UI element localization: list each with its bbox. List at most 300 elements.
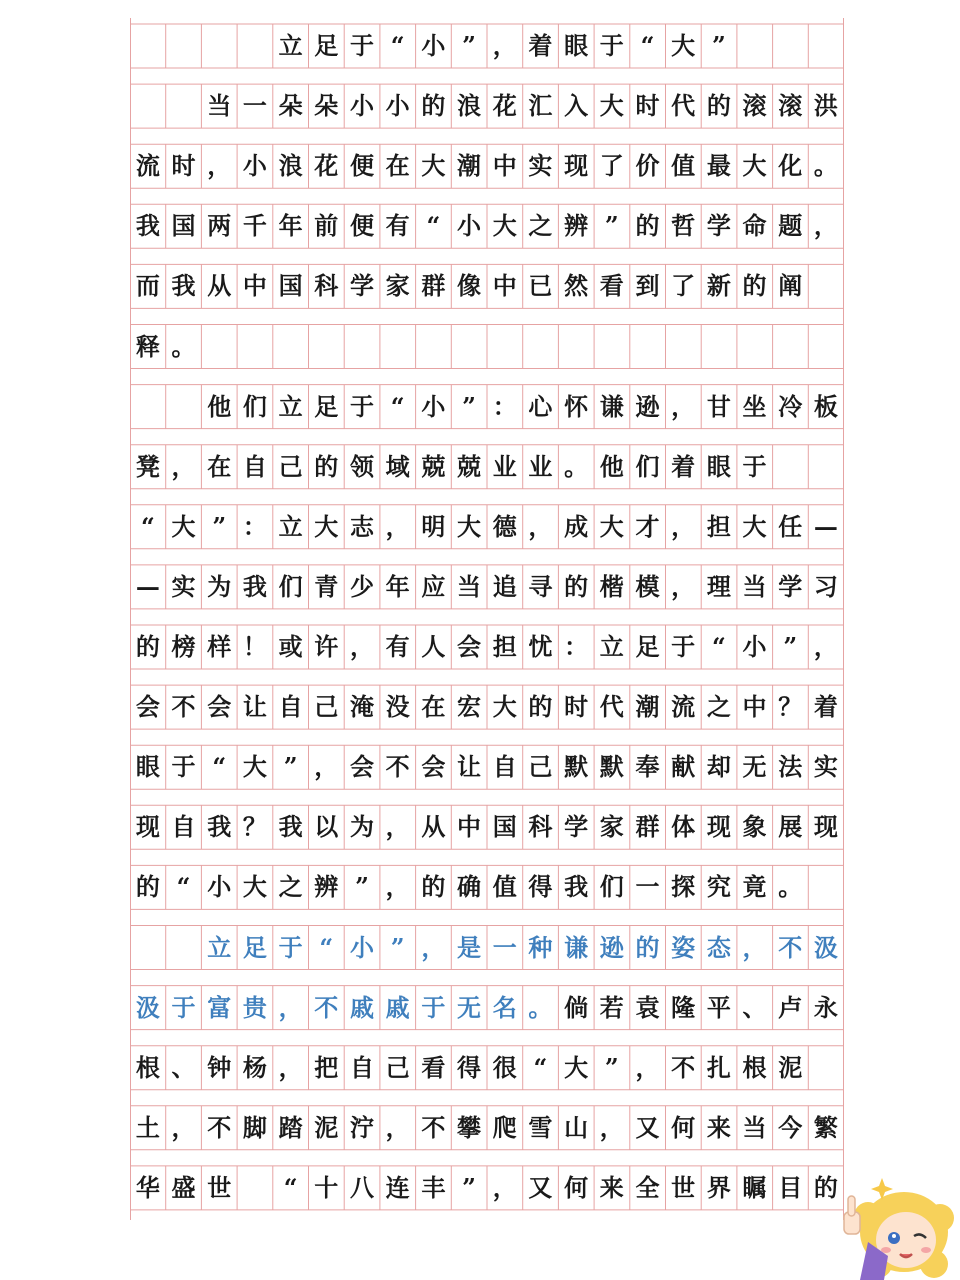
grid-char: 辨	[314, 872, 339, 902]
grid-char: 大	[242, 872, 267, 902]
grid-char: 己	[278, 451, 303, 481]
grid-char: 于	[349, 391, 374, 421]
grid-char: 了	[671, 271, 696, 301]
essay-line	[130, 986, 844, 1030]
grid-char: 业	[492, 451, 517, 481]
grid-char: 辨	[564, 211, 589, 241]
grid-char: 年	[278, 211, 303, 241]
grid-char: 戚	[349, 992, 374, 1022]
essay-line	[130, 204, 844, 248]
grid-char: “	[140, 511, 155, 541]
grid-char: ，	[385, 812, 410, 842]
grid-char: 不	[421, 1112, 446, 1142]
grid-char: 一	[635, 872, 660, 902]
grid-char: 。	[778, 872, 803, 902]
grid-char: 着	[813, 692, 838, 722]
grid-char: 小	[349, 91, 374, 121]
grid-char: 我	[171, 271, 196, 301]
grid-char: ，	[421, 932, 446, 962]
grid-char: 谦	[599, 391, 624, 421]
grid-char: 确	[457, 872, 482, 902]
grid-char: 竟	[742, 872, 767, 902]
grid-char: 的	[635, 211, 660, 241]
grid-char: 何	[564, 1172, 589, 1202]
grid-char: 兢	[457, 451, 482, 481]
grid-char: “	[319, 932, 334, 962]
grid-char: 学	[706, 211, 731, 241]
grid-char: 到	[635, 271, 660, 301]
grid-char: 青	[314, 571, 339, 601]
grid-char: 值	[671, 151, 696, 181]
grid-char: 释	[135, 331, 160, 361]
grid-char: 若	[599, 992, 624, 1022]
grid-char: 入	[564, 91, 589, 121]
grid-char: 一	[242, 91, 267, 121]
grid-char: “	[390, 391, 405, 421]
grid-char: ，	[742, 932, 767, 962]
grid-char: 泥	[314, 1112, 339, 1142]
grid-char: ？	[242, 812, 267, 842]
grid-char: 会	[349, 752, 374, 782]
grid-char: 世	[671, 1172, 696, 1202]
grid-char: 体	[671, 812, 696, 842]
grid-char: 志	[349, 511, 374, 541]
grid-char: 足	[242, 932, 267, 962]
grid-char: 家	[385, 271, 410, 301]
grid-char: 成	[564, 511, 589, 541]
grid-char: 自	[278, 692, 303, 722]
grid-char: “	[212, 752, 227, 782]
grid-char: 目	[778, 1172, 803, 1202]
grid-char: 之	[706, 692, 731, 722]
grid-char: 值	[492, 872, 517, 902]
grid-char: 汲	[135, 992, 160, 1022]
grid-char: 奉	[635, 752, 660, 782]
grid-char: 眼	[564, 31, 589, 60]
grid-char	[130, 385, 166, 429]
grid-char: 小	[207, 872, 232, 902]
grid-char: 大	[457, 511, 482, 541]
grid-char: 却	[706, 752, 731, 782]
grid-char: 的	[742, 271, 767, 301]
grid-char: ：	[242, 511, 267, 541]
grid-char	[237, 24, 273, 68]
grid-char: 立	[278, 511, 303, 541]
grid-char: 又	[635, 1112, 660, 1142]
grid-char: 模	[635, 571, 660, 601]
grid-char: 实	[171, 571, 196, 601]
grid-char: ，	[171, 1112, 196, 1142]
grid-char	[166, 84, 202, 128]
grid-char: 无	[457, 992, 482, 1022]
essay-line	[130, 385, 844, 429]
grid-char: 我	[242, 571, 267, 601]
grid-char: 现	[813, 812, 838, 842]
grid-char: ”	[783, 632, 798, 661]
essay-line	[130, 1166, 844, 1210]
grid-char	[166, 385, 202, 429]
grid-char: 国	[492, 812, 517, 842]
grid-char: 题	[778, 211, 803, 241]
grid-char: 大	[742, 151, 767, 181]
essay-line	[130, 1046, 844, 1090]
grid-char: 板	[813, 391, 838, 421]
grid-char: 小	[742, 632, 767, 661]
grid-char: ，	[207, 151, 232, 181]
grid-char: ！	[242, 632, 267, 661]
grid-char: 千	[242, 211, 267, 241]
grid-char: 兢	[421, 451, 446, 481]
grid-char: 立	[599, 632, 624, 661]
grid-char: 我	[207, 812, 232, 842]
grid-char: 态	[706, 932, 731, 962]
grid-char: 得	[457, 1052, 482, 1082]
grid-char: 世	[207, 1172, 232, 1202]
grid-char: ，	[635, 1052, 660, 1082]
grid-char: 让	[457, 752, 482, 782]
grid-char: 大	[421, 151, 446, 181]
grid-char: 在	[421, 692, 446, 722]
grid-char: 以	[314, 812, 339, 842]
grid-char: 象	[742, 812, 767, 842]
grid-char: 姿	[671, 932, 696, 962]
grid-char: 已	[528, 271, 553, 301]
grid-char: 大	[564, 1052, 589, 1082]
grid-char: 究	[706, 872, 731, 902]
grid-char: ”	[604, 1052, 619, 1082]
grid-char: ”	[212, 511, 227, 541]
grid-char: 永	[813, 992, 838, 1022]
essay-line	[130, 685, 844, 729]
grid-char: 寻	[528, 571, 553, 601]
grid-char: 立	[278, 31, 303, 60]
grid-char: 盛	[171, 1172, 196, 1202]
grid-char: 于	[671, 632, 696, 661]
grid-char: 担	[492, 632, 517, 661]
grid-char: 十	[314, 1172, 339, 1202]
grid-char: ，	[171, 451, 196, 481]
grid-char: 、	[171, 1052, 196, 1082]
grid-char: 会	[207, 692, 232, 722]
grid-char: 足	[314, 31, 339, 60]
grid-char: 丰	[421, 1172, 446, 1202]
grid-char: 卢	[778, 992, 803, 1022]
grid-char: 理	[706, 571, 731, 601]
grid-char: 逊	[599, 932, 624, 962]
grid-char: 群	[421, 271, 446, 301]
grid-char: 怀	[564, 391, 589, 421]
grid-char: 有	[385, 211, 410, 241]
grid-char: 流	[135, 151, 160, 181]
grid-char: 来	[706, 1112, 731, 1142]
grid-char: 得	[528, 872, 553, 902]
grid-char: 不	[671, 1052, 696, 1082]
grid-char: 于	[421, 992, 446, 1022]
grid-char: 雪	[528, 1112, 553, 1142]
grid-char: 实	[528, 151, 553, 181]
grid-char: 为	[207, 571, 232, 601]
grid-char: 楷	[599, 571, 624, 601]
grid-char: ，	[528, 511, 553, 541]
grid-char: ”	[462, 391, 476, 421]
grid-char: 杨	[242, 1052, 267, 1082]
grid-char: 宏	[457, 692, 482, 722]
grid-char: 把	[314, 1052, 339, 1082]
grid-char: 的	[528, 692, 553, 722]
grid-char: 连	[385, 1172, 410, 1202]
grid-char: 隆	[671, 992, 696, 1022]
grid-char: —	[813, 511, 838, 541]
grid-char: 才	[635, 511, 660, 541]
cartoon-girl-thumbs-up-icon	[838, 1172, 960, 1280]
grid-char: 默	[599, 752, 624, 782]
grid-char: 立	[278, 391, 303, 421]
grid-char: 从	[207, 271, 232, 301]
grid-char: 他	[599, 451, 624, 481]
grid-char: 。	[564, 451, 589, 481]
grid-char: 不	[207, 1112, 232, 1142]
grid-char: 时	[635, 91, 660, 121]
grid-char: 扎	[706, 1052, 731, 1082]
grid-char: 会	[135, 692, 160, 722]
grid-char: 的	[706, 91, 731, 121]
grid-char: 小	[421, 31, 446, 60]
grid-char: 展	[778, 812, 803, 842]
grid-char: 攀	[457, 1112, 482, 1142]
grid-char: 忧	[528, 632, 553, 661]
grid-char: 滚	[742, 91, 767, 121]
grid-char	[166, 24, 202, 68]
grid-char: 现	[564, 151, 589, 181]
grid-char: 根	[742, 1052, 767, 1082]
grid-char: 法	[778, 752, 803, 782]
grid-char: 小	[385, 91, 410, 121]
grid-char: “	[426, 211, 441, 241]
grid-char: “	[283, 1172, 298, 1202]
grid-char: 会	[421, 752, 446, 782]
essay-line	[130, 625, 844, 669]
grid-char: 全	[635, 1172, 660, 1202]
grid-char: 是	[457, 932, 482, 962]
grid-char: 大	[671, 31, 696, 60]
grid-char: 来	[599, 1172, 624, 1202]
grid-char: 大	[599, 91, 624, 121]
grid-char: 中	[492, 271, 517, 301]
grid-char: 两	[207, 211, 232, 241]
grid-char: 很	[492, 1052, 517, 1082]
grid-char: ，	[349, 632, 374, 661]
grid-char: 一	[492, 932, 517, 962]
grid-char: 何	[671, 1112, 696, 1142]
grid-char: 脚	[242, 1112, 267, 1142]
grid-char: 袁	[635, 992, 660, 1022]
grid-char: 阐	[778, 271, 803, 301]
grid-char: 命	[742, 211, 767, 241]
grid-char: ，	[813, 632, 838, 661]
grid-char: ，	[671, 511, 696, 541]
grid-char: 们	[242, 391, 267, 421]
grid-char: 自	[492, 752, 517, 782]
grid-char: 追	[492, 571, 517, 601]
essay-line	[130, 445, 844, 489]
grid-char: 又	[528, 1172, 553, 1202]
grid-char: 应	[421, 571, 446, 601]
grid-char: 德	[492, 511, 517, 541]
grid-char: 中	[492, 151, 517, 181]
grid-char: 学	[564, 812, 589, 842]
grid-char: 有	[385, 632, 410, 661]
grid-char: 大	[171, 511, 196, 541]
grid-char: 大	[599, 511, 624, 541]
grid-char: 当	[207, 91, 232, 121]
grid-char: 。	[528, 992, 553, 1022]
grid-char: 当	[742, 1112, 767, 1142]
grid-char: 花	[492, 91, 517, 121]
grid-char: 域	[385, 451, 410, 481]
essay-grid-paper	[130, 18, 844, 1220]
grid-char: 实	[813, 752, 838, 782]
grid-char: 汲	[813, 932, 838, 962]
grid-char: 中	[242, 271, 267, 301]
grid-char: 山	[564, 1112, 589, 1142]
grid-char: 潮	[457, 151, 482, 181]
grid-char: ”	[462, 31, 476, 60]
grid-char: ，	[278, 992, 303, 1022]
essay-line	[130, 264, 844, 308]
grid-char: 代	[599, 692, 624, 722]
grid-char: 大	[242, 752, 267, 782]
grid-char	[237, 1166, 273, 1210]
grid-char: 年	[385, 571, 410, 601]
grid-char: 让	[242, 692, 267, 722]
essay-line	[130, 745, 844, 789]
grid-char: 像	[457, 271, 482, 301]
grid-char: 倘	[564, 992, 589, 1022]
grid-char: 看	[421, 1052, 446, 1082]
grid-char: 大	[492, 692, 517, 722]
grid-char: 钟	[207, 1052, 232, 1082]
grid-char: 便	[349, 151, 374, 181]
grid-char: “	[533, 1052, 548, 1082]
grid-char	[130, 84, 166, 128]
grid-char: 样	[207, 632, 232, 661]
grid-char: 。	[171, 331, 196, 361]
grid-char: 从	[421, 812, 446, 842]
grid-char: 眼	[706, 451, 731, 481]
grid-char: 于	[171, 992, 196, 1022]
grid-char: 爬	[492, 1112, 517, 1142]
essay-line	[130, 84, 844, 128]
grid-char: 的	[314, 451, 339, 481]
grid-char: 汇	[528, 91, 553, 121]
essay-line	[130, 144, 844, 188]
grid-char: 们	[599, 872, 624, 902]
grid-char: 冷	[778, 391, 803, 421]
grid-char: 的	[135, 632, 160, 661]
grid-char: 繁	[813, 1112, 838, 1142]
grid-char: 担	[706, 511, 731, 541]
grid-char: ，	[671, 391, 696, 421]
grid-char: —	[135, 571, 160, 601]
grid-char: 现	[135, 812, 160, 842]
grid-char: 他	[207, 391, 232, 421]
grid-char: 的	[135, 872, 160, 902]
grid-char: 群	[635, 812, 660, 842]
grid-char: 流	[671, 692, 696, 722]
grid-char: 之	[278, 872, 303, 902]
grid-char: 价	[635, 151, 660, 181]
grid-char: 不	[385, 752, 410, 782]
grid-char: 或	[278, 632, 303, 661]
grid-char: ，	[492, 1172, 517, 1202]
grid-char: 探	[671, 872, 696, 902]
grid-char: 名	[492, 992, 517, 1022]
grid-char: 浪	[457, 91, 482, 121]
grid-char: 了	[599, 151, 624, 181]
grid-char: 、	[742, 992, 767, 1022]
grid-char: 自	[171, 812, 196, 842]
grid-char: ，	[492, 31, 517, 60]
grid-char: ”	[711, 31, 726, 60]
grid-char: 根	[135, 1052, 160, 1082]
grid-char: “	[176, 872, 191, 902]
grid-char: 洪	[813, 91, 838, 121]
grid-char: 化	[778, 151, 803, 181]
grid-char: 中	[742, 692, 767, 722]
grid-char: 业	[528, 451, 553, 481]
essay-line	[130, 505, 844, 549]
grid-char: 潮	[635, 692, 660, 722]
grid-char: 无	[742, 752, 767, 782]
grid-char: 于	[278, 932, 303, 962]
grid-char: ，	[599, 1112, 624, 1142]
grid-char: 的	[421, 872, 446, 902]
grid-char: 于	[349, 31, 374, 60]
grid-char: 小	[421, 391, 446, 421]
grid-char: 我	[564, 872, 589, 902]
grid-char: 小	[349, 932, 374, 962]
grid-char: ”	[462, 1172, 476, 1202]
grid-char: 朵	[314, 91, 339, 121]
grid-char: 富	[207, 992, 232, 1022]
grid-char: 前	[314, 211, 339, 241]
grid-char: 我	[278, 812, 303, 842]
grid-char: 新	[706, 271, 731, 301]
grid-char: 没	[385, 692, 410, 722]
grid-char: 凳	[135, 451, 160, 481]
grid-char: ”	[390, 932, 405, 962]
grid-char: 在	[207, 451, 232, 481]
grid-char: ，	[385, 511, 410, 541]
grid-char: 不	[314, 992, 339, 1022]
grid-char: 榜	[171, 632, 196, 661]
grid-char: 时	[171, 151, 196, 181]
grid-char: 着	[528, 31, 553, 60]
essay-line	[130, 1106, 844, 1150]
grid-char: 贵	[242, 992, 267, 1022]
grid-char: ，	[385, 1112, 410, 1142]
grid-char: 己	[385, 1052, 410, 1082]
grid-char: “	[640, 31, 655, 60]
grid-char: 谦	[564, 932, 589, 962]
grid-char: 最	[706, 151, 731, 181]
grid-char: 为	[349, 812, 374, 842]
grid-char: 科	[528, 812, 553, 842]
grid-char: 许	[314, 632, 339, 661]
grid-char: 泥	[778, 1052, 803, 1082]
grid-char: 领	[349, 451, 374, 481]
grid-char: 朵	[278, 91, 303, 121]
